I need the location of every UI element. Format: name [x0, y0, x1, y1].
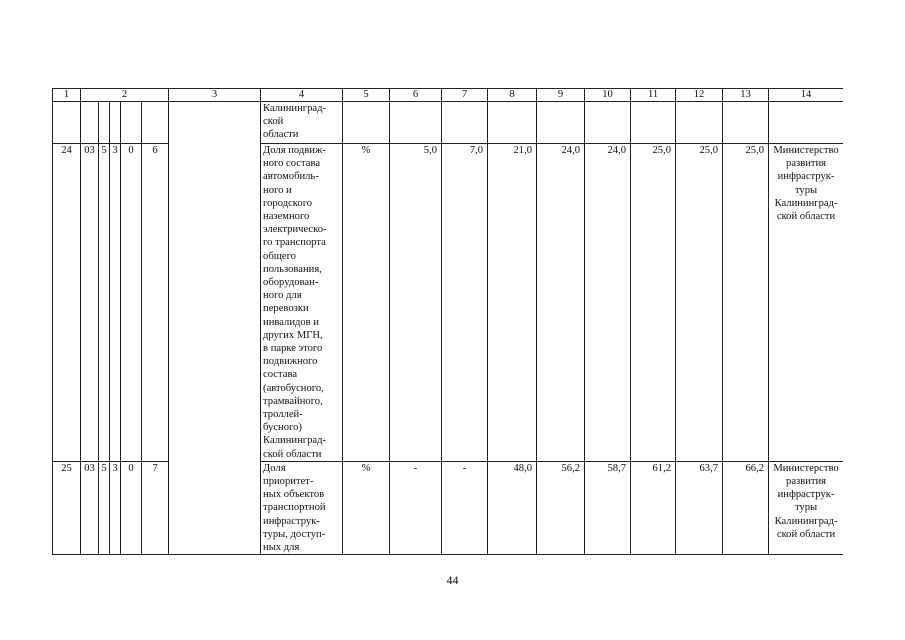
- indicator-cell: Доля приоритет- ных объектов транспортной инфраструк- туры, доступ- ных для: [261, 461, 343, 554]
- cell: [676, 102, 723, 144]
- value-cell: 48,0: [488, 461, 537, 554]
- header-cell: 5: [343, 89, 390, 102]
- indicator-table: [52, 88, 843, 555]
- unit-cell: %: [343, 144, 390, 462]
- code-part: 03: [81, 144, 99, 462]
- cell: [110, 102, 121, 144]
- cell: [99, 102, 110, 144]
- value-cell: -: [442, 461, 488, 554]
- indicator-cell: Доля подвиж- ного состава автомобиль- ного и городского наземного электрическо- го транспорта общего пользования, оборудован- ного для перевозки инвалидов и других МГН, в парке этого подвижного состава (автобусного, трамвайного, троллей- бусного) Калининград- ской области: [261, 144, 343, 462]
- cell: [631, 102, 676, 144]
- cell: [537, 102, 585, 144]
- page-number: 44: [446, 573, 459, 587]
- header-cell: 2: [81, 89, 169, 102]
- header-cell: 4: [261, 89, 343, 102]
- value-cell: 25,0: [631, 144, 676, 462]
- cell: [121, 102, 142, 144]
- cell: [488, 102, 537, 144]
- responsible-cell: Министерство развития инфраструк- туры Калининград- ской области: [769, 461, 843, 554]
- code-part: 6: [142, 144, 169, 462]
- header-cell: 9: [537, 89, 585, 102]
- value-cell: 66,2: [723, 461, 769, 554]
- cell: [442, 102, 488, 144]
- header-cell: 12: [676, 89, 723, 102]
- column-3-cell: [169, 102, 261, 555]
- value-cell: 56,2: [537, 461, 585, 554]
- code-part: 5: [99, 461, 110, 554]
- cell: [769, 102, 843, 144]
- cell: [142, 102, 169, 144]
- cell: [343, 102, 390, 144]
- code-part: 3: [110, 461, 121, 554]
- header-cell: 13: [723, 89, 769, 102]
- indicator-table-fragment: [52, 88, 843, 566]
- responsible-cell: Министерство развития инфраструк- туры Калининград- ской области: [769, 144, 843, 462]
- header-row: [53, 89, 844, 102]
- value-cell: 24,0: [585, 144, 631, 462]
- header-cell: 7: [442, 89, 488, 102]
- row-number: 24: [53, 144, 81, 462]
- value-cell: 5,0: [390, 144, 442, 462]
- value-cell: 63,7: [676, 461, 723, 554]
- value-cell: 61,2: [631, 461, 676, 554]
- code-part: 5: [99, 144, 110, 462]
- cell: [723, 102, 769, 144]
- code-part: 0: [121, 144, 142, 462]
- indicator-cell: Калининград- ской области: [261, 102, 343, 144]
- value-cell: 25,0: [676, 144, 723, 462]
- unit-cell: %: [343, 461, 390, 554]
- header-cell: 10: [585, 89, 631, 102]
- code-part: 03: [81, 461, 99, 554]
- header-cell: 1: [53, 89, 81, 102]
- value-cell: 21,0: [488, 144, 537, 462]
- value-cell: -: [390, 461, 442, 554]
- value-cell: 25,0: [723, 144, 769, 462]
- header-cell: 3: [169, 89, 261, 102]
- value-cell: 7,0: [442, 144, 488, 462]
- table-row-continuation: [53, 102, 844, 144]
- header-cell: 11: [631, 89, 676, 102]
- code-part: 0: [121, 461, 142, 554]
- code-part: 3: [110, 144, 121, 462]
- code-part: 7: [142, 461, 169, 554]
- header-cell: 6: [390, 89, 442, 102]
- cell: [81, 102, 99, 144]
- cell: [53, 102, 81, 144]
- value-cell: 58,7: [585, 461, 631, 554]
- row-number: 25: [53, 461, 81, 554]
- header-cell: 14: [769, 89, 843, 102]
- header-cell: 8: [488, 89, 537, 102]
- cell: [585, 102, 631, 144]
- value-cell: 24,0: [537, 144, 585, 462]
- cell: [390, 102, 442, 144]
